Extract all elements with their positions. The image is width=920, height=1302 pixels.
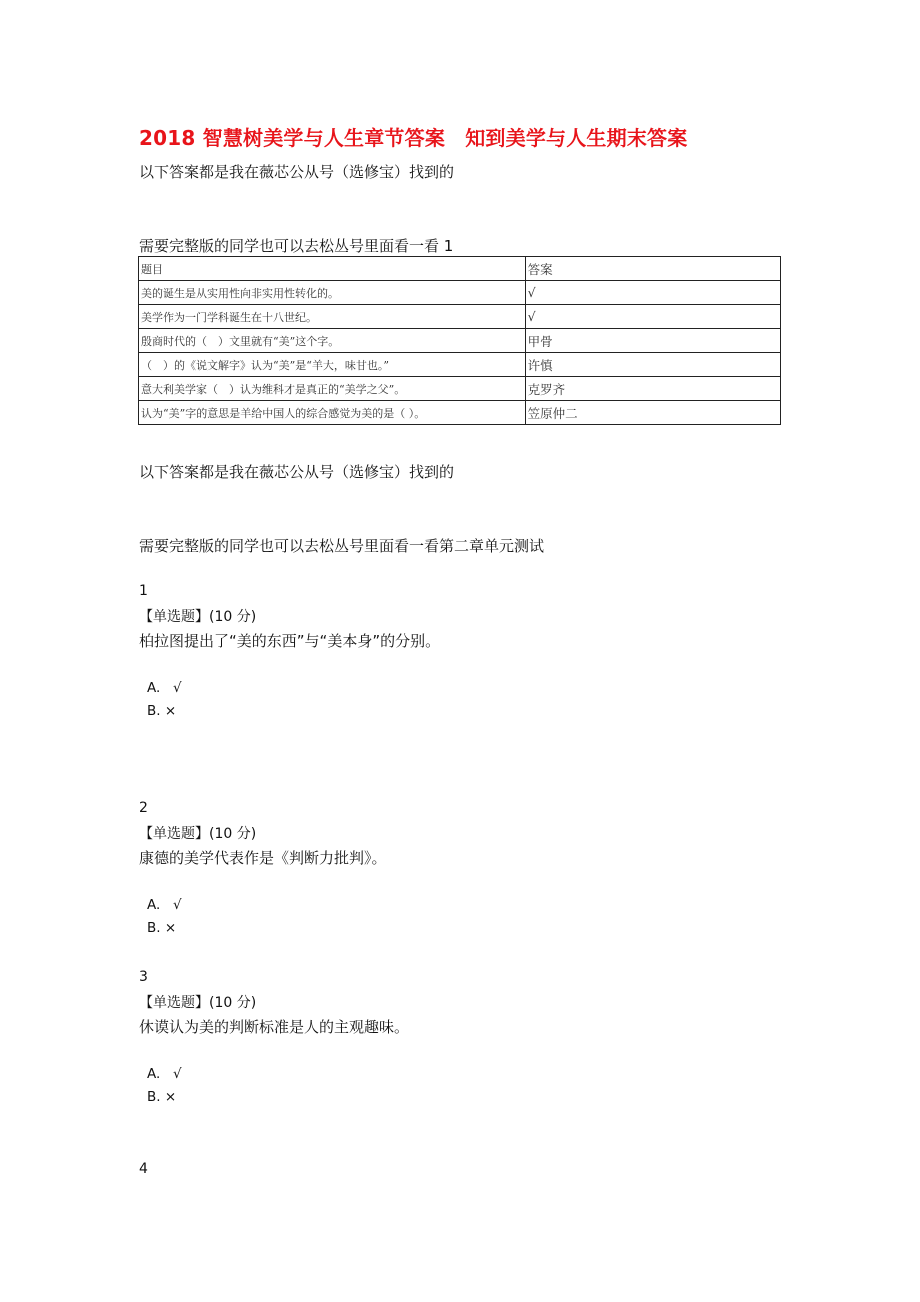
option-a[interactable] [147,680,182,696]
table-cell-question: 美学作为一门学科诞生在十八世纪。 [139,305,526,329]
table-header-question: 题目 [139,257,526,281]
question-number: 1 [139,583,148,599]
intro-line-3: 以下答案都是我在薇芯公从号（选修宝）找到的 [139,463,455,481]
option-b[interactable] [147,920,176,936]
intro-line-4: 需要完整版的同学也可以去松丛号里面看一看第二章单元测试 [139,537,545,555]
option-label: A. [147,1066,161,1082]
table-cell-question: 殷商时代的（ ）文里就有“美”这个字。 [139,329,526,353]
option-value: √ [173,680,182,696]
question-type: 【单选题】(10 分) [139,609,257,625]
option-a[interactable] [147,897,182,913]
option-label: A. [147,680,161,696]
option-a[interactable] [147,1066,182,1082]
option-label: B. [147,920,161,936]
table-row [139,305,781,329]
table-cell-answer: 甲骨 [525,329,780,353]
option-label: B. [147,1089,161,1105]
option-label: A. [147,897,161,913]
question-text: 柏拉图提出了“美的东西”与“美本身”的分别。 [139,632,441,650]
option-value: √ [173,1066,182,1082]
table-row [139,353,781,377]
question-number: 4 [139,1161,148,1177]
table-cell-answer: 笠原仲二 [525,401,780,425]
option-value: × [164,920,177,936]
table-cell-question: 意大利美学家（ ）认为维科才是真正的“美学之父”。 [139,377,526,401]
intro-line-2: 需要完整版的同学也可以去松丛号里面看一看 1 [139,237,454,255]
table-cell-answer: √ [525,305,780,329]
question-number: 3 [139,969,148,985]
document-title: 2018 智慧树美学与人生章节答案 知到美学与人生期末答案 [139,126,688,150]
intro-line-1: 以下答案都是我在薇芯公从号（选修宝）找到的 [139,163,455,181]
table-row [139,329,781,353]
table-row [139,401,781,425]
table-cell-answer: √ [525,281,780,305]
option-label: B. [147,703,161,719]
question-text: 康德的美学代表作是《判断力批判》。 [139,849,387,867]
table-cell-question: 美的诞生是从实用性向非实用性转化的。 [139,281,526,305]
table-row [139,377,781,401]
table-cell-answer: 许慎 [525,353,780,377]
table-cell-question: 认为“美”字的意思是羊给中国人的综合感觉为美的是（ ）。 [139,401,526,425]
question-number: 2 [139,800,148,816]
table-cell-answer: 克罗齐 [525,377,780,401]
table-header-row [139,257,781,281]
table-header-answer: 答案 [525,257,780,281]
question-type: 【单选题】(10 分) [139,995,257,1011]
option-b[interactable] [147,1089,176,1105]
option-value: × [164,703,177,719]
table-row [139,281,781,305]
option-b[interactable] [147,703,176,719]
option-value: √ [173,897,182,913]
table-cell-question: （ ）的《说文解字》认为“美”是“羊大，味甘也。” [139,353,526,377]
answer-table [138,256,781,425]
question-type: 【单选题】(10 分) [139,826,257,842]
question-text: 休谟认为美的判断标准是人的主观趣味。 [139,1018,410,1036]
option-value: × [164,1089,177,1105]
